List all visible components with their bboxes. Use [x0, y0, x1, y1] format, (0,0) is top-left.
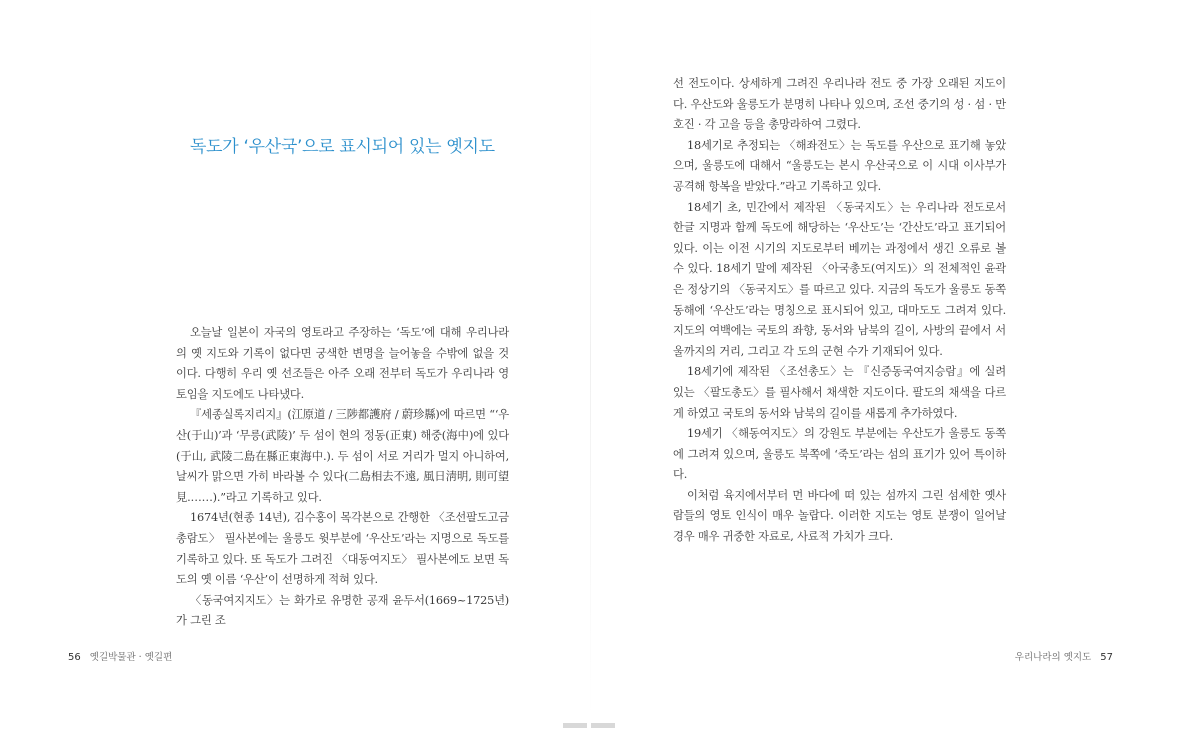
running-head: 우리나라의 옛지도: [1014, 652, 1092, 663]
page-number: 57: [1100, 652, 1113, 663]
viewer-page-tabs: [563, 713, 623, 718]
paragraph: 1674년(현종 14년), 김수홍이 목각본으로 간행한 〈조선팔도고금총람도〉 필사본에는 울릉도 윗부분에 ‘우산도’라는 지명으로 독도를 기록하고 있다. 또 독도가 그려진 〈대동여지도〉 필사본에도 보면 독도의 옛 이름 ‘우산’이 선명하게 적혀 있다.: [176, 511, 509, 587]
right-folio: [1015, 649, 1119, 663]
running-head: 옛길박물관 · 옛길편: [89, 652, 173, 663]
paragraph: 『세종실록지리지』(江原道 / 三陟都護府 / 蔚珍縣)에 따르면 “‘우산(于山)’과 ‘무릉(武陵)’ 두 섬이 현의 정동(正東) 해중(海中)에 있다(于山, 武陵二島在縣正東海中.). 두 섬이 서로 거리가 멀지 아니하여, 날씨가 맑으면 가히 바라볼 수 있다(二島相去不遠, 風日淸明, 則可望見.……).”라고 기록하고 있다.: [176, 408, 509, 504]
paragraph: 19세기 〈해동여지도〉의 강원도 부분에는 우산도가 울릉도 동쪽에 그려져 있으며, 울릉도 북쪽에 ‘죽도’라는 섬의 표기가 있어 특이하다.: [673, 427, 1006, 482]
paragraph: 18세기로 추정되는 〈해좌전도〉는 독도를 우산으로 표기해 놓았으며, 울릉도에 대해서 “울릉도는 본시 우산국으로 이 시대 이사부가 공격해 항복을 받았다.”라고 기록하고 있다.: [673, 138, 1006, 193]
left-folio: [62, 649, 172, 663]
section-title: 독도가 ‘우산국’으로 표시되어 있는 옛지도: [190, 137, 495, 157]
paragraph: 〈동국여지지도〉는 화가로 유명한 공재 윤두서(1669~1725년)가 그린 조: [176, 593, 509, 628]
paragraph: 이처럼 육지에서부터 먼 바다에 떠 있는 섬까지 그린 섬세한 옛사람들의 영토 인식이 매우 놀랍다. 이러한 지도는 영토 분쟁이 일어날 경우 매우 귀중한 자료로, 사료적 가치가 크다.: [673, 488, 1006, 544]
left-body-text: [176, 323, 509, 632]
paragraph: 오늘날 일본이 자국의 영토라고 주장하는 ‘독도’에 대해 우리나라의 옛 지도와 기록이 없다면 궁색한 변명을 늘어놓을 수밖에 없을 것이다. 다행히 우리 옛 선조들은 아주 오래 전부터 독도가 우리나라 영토임을 지도에도 나타냈다.: [176, 326, 509, 401]
page-number: 56: [68, 652, 81, 663]
paragraph: 선 전도이다. 상세하게 그려진 우리나라 전도 중 가장 오래된 지도이다. 우산도와 울릉도가 분명히 나타나 있으며, 조선 중기의 성 · 섬 · 만호진 · 각 고을 등을 총망라하여 그렸다.: [673, 77, 1006, 132]
right-body-text: [673, 74, 1006, 548]
paragraph: 18세기에 제작된 〈조선총도〉는 『신증동국여지승람』에 실려 있는 〈팔도총도〉를 필사해서 채색한 지도이다. 팔도의 채색을 다르게 하였고 국토의 동서와 남북의 길이를 새롭게 추가하였다.: [673, 365, 1006, 420]
paragraph: 18세기 초, 민간에서 제작된 〈동국지도〉는 우리나라 전도로서 한글 지명과 함께 독도에 해당하는 ‘우산도’는 ‘간산도’라고 표기되어 있다. 이는 이전 시기의 지도로부터 베끼는 과정에서 생긴 오류로 볼 수 있다. 18세기 말에 제작된 〈아국총도(여지도)〉의 전체적인 윤곽은 정상기의 〈동국지도〉를 따르고 있다. 지금의 독도가 울릉도 동쪽 동해에 ‘우산도’라는 명칭으로 표시되어 있고, 대마도도 그려져 있다. 지도의 여백에는 국토의 좌향, 동서와 남북의 길이, 사방의 끝에서 서울까지의 거리, 그리고 각 도의 군현 수가 기재되어 있다.: [673, 200, 1006, 358]
page-gutter: [590, 0, 591, 718]
